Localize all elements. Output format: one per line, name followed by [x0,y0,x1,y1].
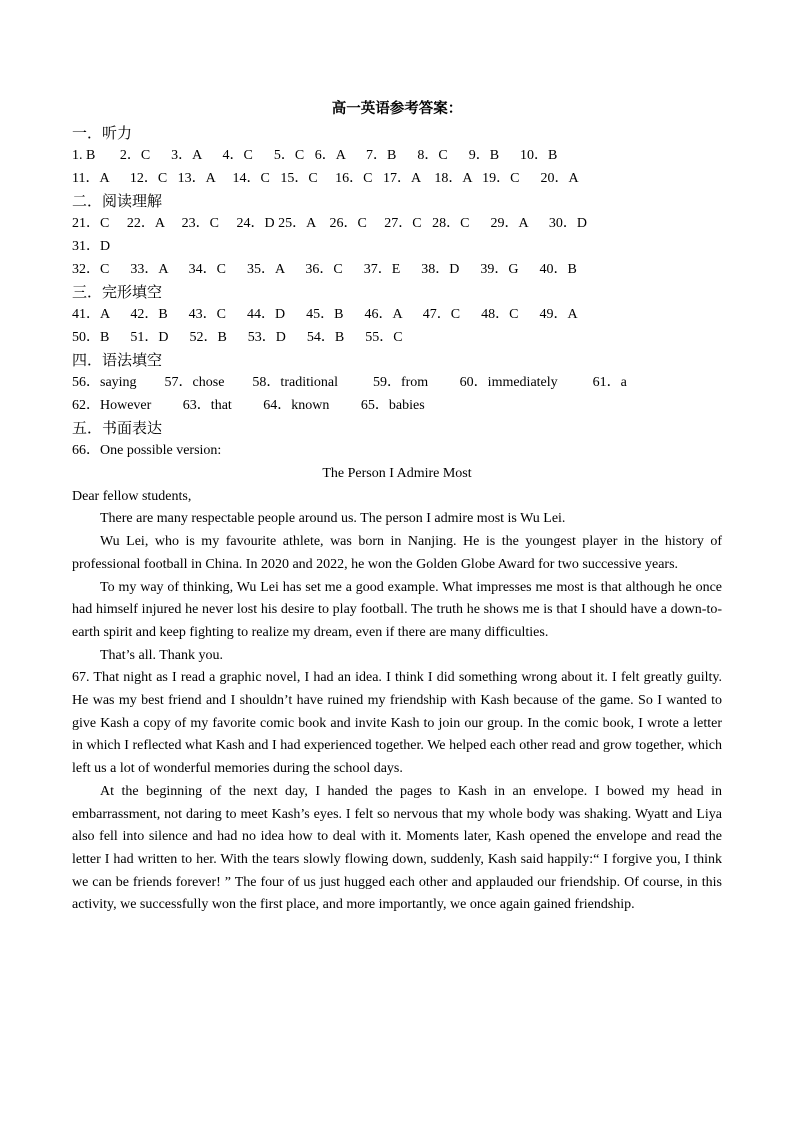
essay-66-greeting: Dear fellow students, [72,488,192,504]
answer-row: 11．A 12．C 13．A 14．C 15．C 16．C 17．A 18．A 19．C 20．A [72,171,579,187]
section-reading: 二．阅读理解 [72,193,163,210]
essay-66-heading: The Person I Admire Most [322,466,472,482]
answer-row: 1. B 2．C 3．A 4．C 5．C 6．A 7．B 8．C 9．B 10．B [72,148,558,164]
answer-row: 32．C 33．A 34．C 35．A 36．C 37．E 38．D 39．G 40．B [72,261,577,277]
answer-row: 31．D [72,239,111,255]
essay-66-paragraph: To my way of thinking, Wu Lei has set me a good example. What impresses me most is that although he once had himself injured he never lost his desire to play football. The truth he shows me is that I should have a down-to-earth spirit and keep fighting to realize my dream, even if there are many difficulties. [72,579,722,640]
essay-67-paragraph: At the beginning of the next day, I handed the pages to Kash in an envelope. I bowed my head in embarrassment, not daring to meet Kash’s eyes. I felt so nervous that my whole body was shaking. Wyatt and Liya also fell into silence and had no idea how to deal with it. Moments later, Kash opened the envelope and read the letter I had written to her. With the tears slowly flowing down, suddenly, Kash said happily:“ I forgive you, I think we can be friends forever! ” The four of us just hugged each other and applauded our friendship. Of course, in this activity, we successfully won the first place, and more importantly, we once again gained friendship. [72,783,722,913]
page-title: 高一英语参考答案： [331,101,463,117]
answer-document [72,98,722,917]
answer-row: 62．However 63．that 64．known 65．babies [72,397,425,413]
answer-row: 56．saying 57．chose 58．traditional 59．from 60．immediately 61．a [72,375,627,391]
essay-66-paragraph: There are many respectable people around us. The person I admire most is Wu Lei. [100,511,566,527]
essay-66-paragraph: Wu Lei, who is my favourite athlete, was born in Nanjing. He is the youngest player in the history of professional football in China. In 2020 and 2022, he won the Golden Globe Award for two successive years. [72,534,722,572]
section-listening: 一．听力 [72,125,133,142]
section-grammar: 四．语法填空 [72,352,163,369]
section-writing: 五．书面表达 [72,420,163,437]
answer-row: 50．B 51．D 52．B 53．D 54．B 55．C [72,329,403,345]
section-cloze: 三．完形填空 [72,284,163,301]
essay-66-paragraph: That’s all. Thank you. [100,647,223,663]
answer-row: 21．C 22．A 23．C 24．D 25．A 26．C 27．C 28．C 29．A 30．D [72,216,587,232]
answer-row: 41．A 42．B 43．C 44．D 45．B 46．A 47．C 48．C 49．A [72,307,578,323]
essay-67-paragraph: 67. That night as I read a graphic novel, I had an idea. I think I did something wrong about it. I felt greatly guilty. He was my best friend and I shouldn’t have ruined my friendship with Kash because of the game. So I wanted to give Kash a copy of my favorite comic book and invite Kash to join our group. In the comic book, I wrote a letter in which I reflected what Kash and I had experienced together. We helped each other read and grow together, which left us a lot of wonderful memories during the school days. [72,670,722,777]
essay-66-label: 66．One possible version: [72,443,222,459]
